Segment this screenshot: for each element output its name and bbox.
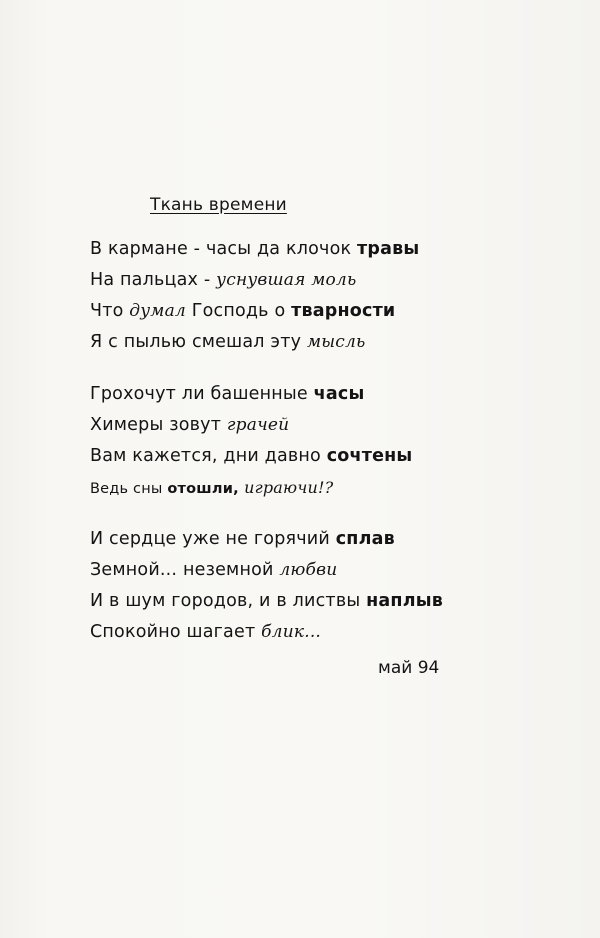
poem bbox=[90, 193, 490, 669]
line-italic-word: блик... bbox=[261, 622, 322, 642]
line-text: Земной... неземной bbox=[90, 560, 280, 580]
poem-line bbox=[90, 265, 490, 296]
line-italic-word: играючи!? bbox=[238, 478, 334, 497]
line-italic-word: любви bbox=[279, 560, 338, 580]
poem-line bbox=[90, 555, 490, 586]
line-text: Спокойно шагает bbox=[90, 622, 262, 642]
line-text: И сердце уже не горячий bbox=[90, 529, 336, 549]
poem-line bbox=[90, 617, 490, 648]
stanza-1 bbox=[90, 234, 490, 358]
line-text: Господь о bbox=[185, 301, 292, 321]
line-bold-word: часы bbox=[313, 384, 365, 404]
poem-line bbox=[90, 441, 490, 472]
line-bold-word: тварности bbox=[291, 301, 396, 321]
line-text: Вам кажется, дни давно bbox=[90, 446, 327, 466]
line-italic-word: думал bbox=[129, 301, 186, 321]
line-bold-word: сочтены bbox=[326, 446, 413, 466]
line-italic-word: грачей bbox=[226, 415, 290, 435]
poem-line bbox=[90, 234, 490, 265]
line-text: И в шум городов, и в листвы bbox=[90, 591, 367, 611]
line-text: В кармане - часы да клочок bbox=[90, 239, 358, 259]
line-text: На пальцах - bbox=[90, 270, 217, 290]
poem-line bbox=[90, 586, 490, 617]
line-text: Я с пылью смешал эту bbox=[90, 332, 307, 352]
poem-date: май 94 bbox=[378, 658, 440, 678]
line-bold-word: травы bbox=[357, 239, 420, 259]
poem-line bbox=[90, 524, 490, 555]
line-text: Что bbox=[90, 301, 130, 321]
line-bold-word: отошли, bbox=[167, 481, 239, 497]
line-italic-word: уснувшая моль bbox=[216, 270, 357, 290]
poem-line bbox=[90, 410, 490, 441]
line-text: Ведь сны bbox=[90, 481, 168, 497]
poem-line bbox=[90, 472, 490, 503]
stanza-3 bbox=[90, 524, 490, 648]
poem-line bbox=[90, 296, 490, 327]
poem-title: Ткань времени bbox=[150, 195, 287, 215]
stanza-2 bbox=[90, 379, 490, 503]
line-bold-word: сплав bbox=[335, 529, 395, 549]
poem-line bbox=[90, 379, 490, 410]
line-text: Грохочут ли башенные bbox=[90, 384, 314, 404]
poem-line bbox=[90, 327, 490, 358]
line-bold-word: наплыв bbox=[366, 591, 444, 611]
line-text: Химеры зовут bbox=[90, 415, 227, 435]
line-italic-word: мысль bbox=[306, 332, 366, 352]
